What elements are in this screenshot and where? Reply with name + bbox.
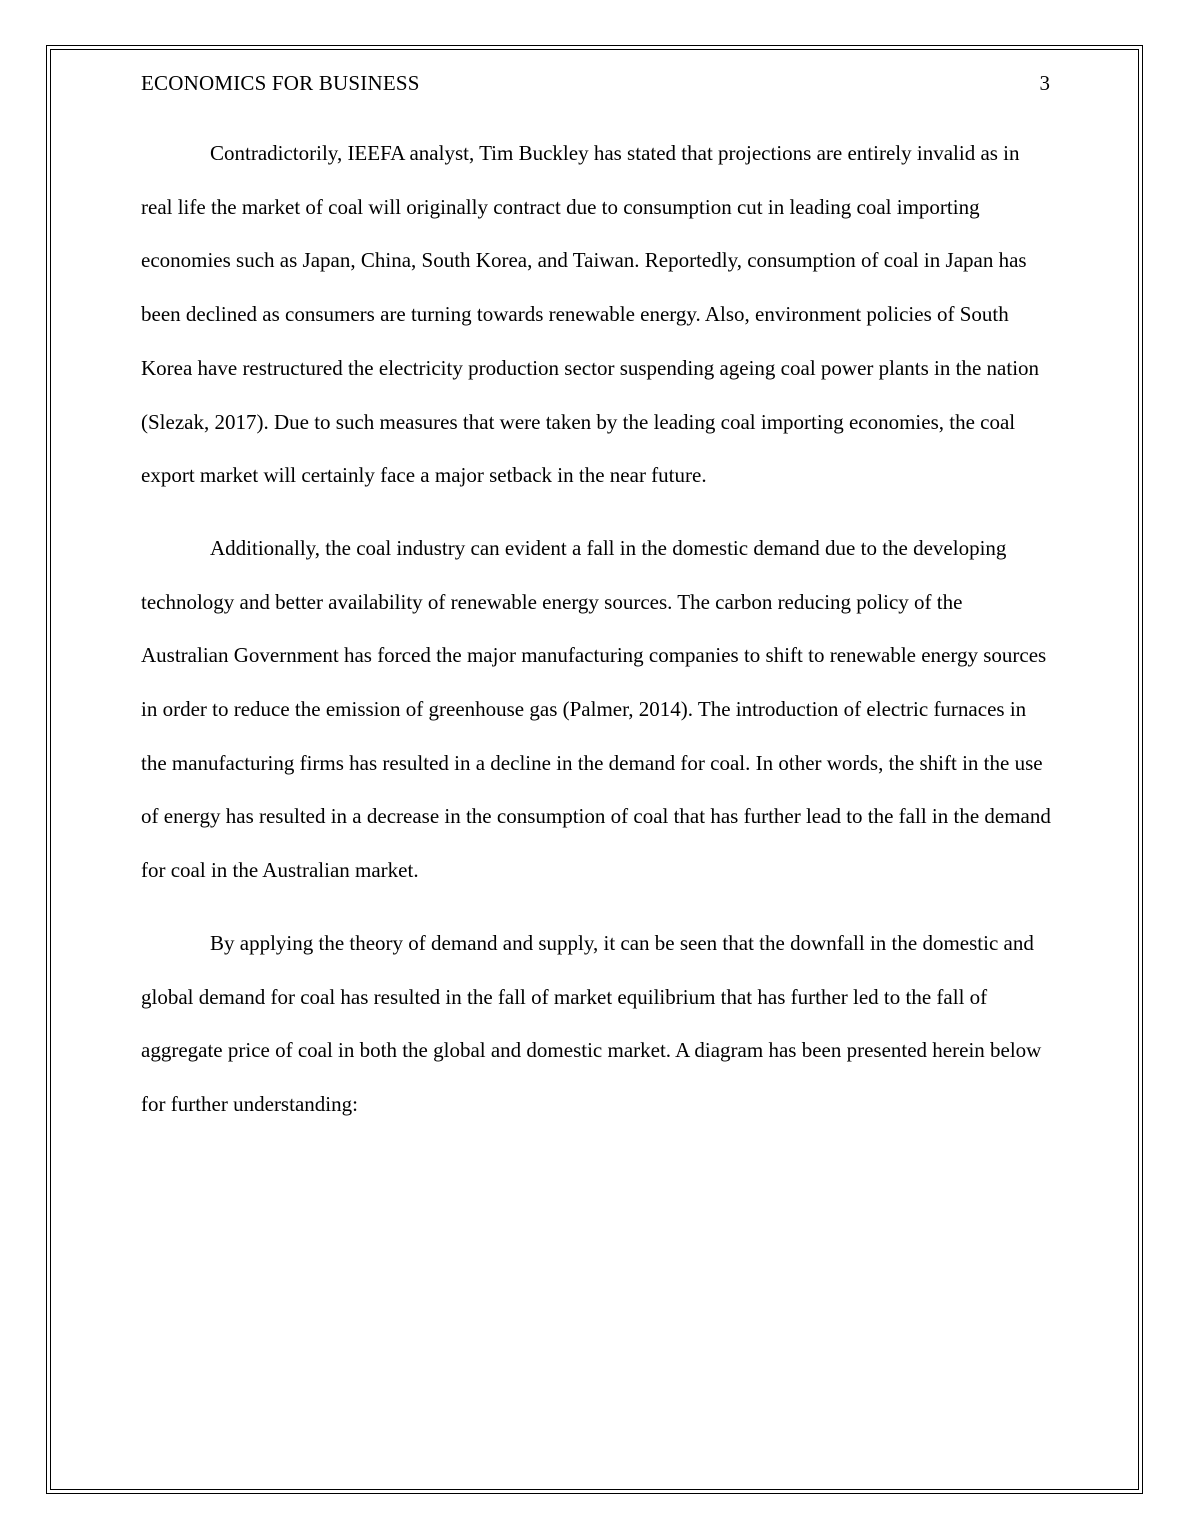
paragraph-2: Additionally, the coal industry can evident a fall in the domestic demand due to the developing technology and better availability of renewable energy sources. The carbon reducing policy of the Australian Government has forced the major manufacturing companies to shift to renewable energy sources in order to reduce the emission of greenhouse gas (Palmer, 2014). The introduction of electric furnaces in the manufacturing firms has resulted in a decline in the demand for coal. In other words, the shift in the use of energy has resulted in a decrease in the consumption of coal that has further lead to the fall in the demand for coal in the Australian market.	[141, 535, 1051, 883]
page-header	[141, 68, 1050, 98]
paragraph-1: Contradictorily, IEEFA analyst, Tim Buckley has stated that projections are entirely invalid as in real life the market of coal will originally contract due to consumption cut in leading coal importing economies such as Japan, China, South Korea, and Taiwan. Reportedly, consumption of coal in Japan has been declined as consumers are turning towards renewable energy. Also, environment policies of South Korea have restructured the electricity production sector suspending ageing coal power plants in the nation (Slezak, 2017). Due to such measures that were taken by the leading coal importing economies, the coal export market will certainly face a major setback in the near future.	[141, 141, 1040, 488]
page-number: 3	[1039, 71, 1050, 95]
document-body	[141, 127, 1053, 1151]
paragraph-3: By applying the theory of demand and supply, it can be seen that the downfall in the domestic and global demand for coal has resulted in the fall of market equilibrium that has further led to the fall of aggregate price of coal in both the global and domestic market. A diagram has been presented herein below for further understanding:	[141, 930, 1042, 1116]
running-head: ECONOMICS FOR BUSINESS	[141, 71, 420, 95]
